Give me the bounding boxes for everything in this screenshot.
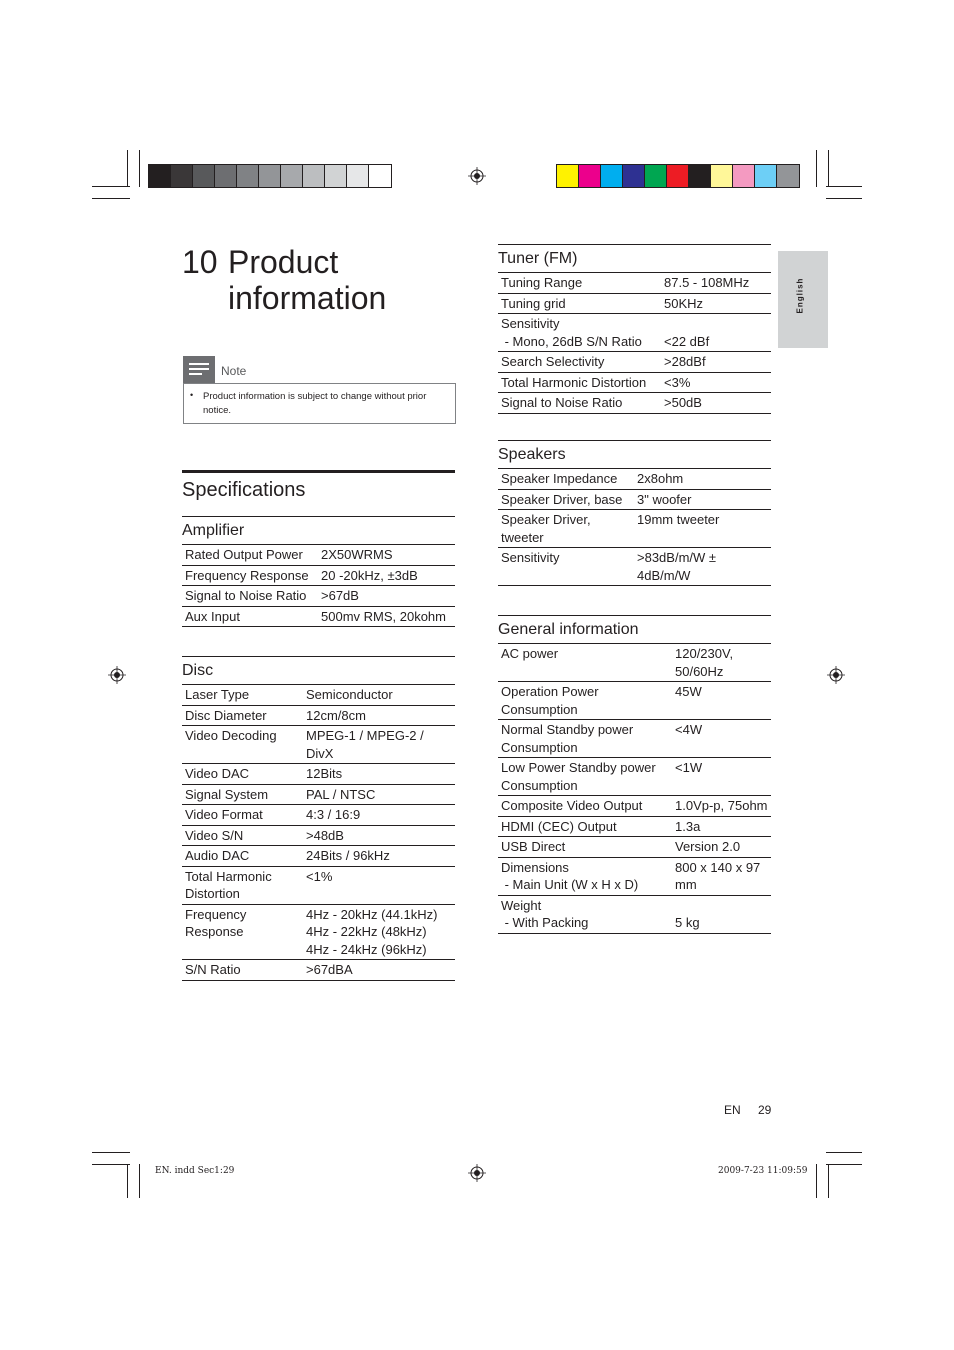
spec-value xyxy=(306,707,366,725)
tuner-section xyxy=(498,244,771,414)
section-title: Tuner (FM) xyxy=(498,244,771,273)
color-swatch xyxy=(579,165,601,187)
color-swatch xyxy=(623,165,645,187)
registration-mark-icon xyxy=(108,666,126,684)
spec-label xyxy=(501,274,664,292)
color-swatch xyxy=(215,165,237,187)
spec-value-line: >50dB xyxy=(664,395,702,410)
spec-value-line: 500mv RMS, 20kohm xyxy=(321,608,446,624)
spec-value-line: 12cm/8cm xyxy=(306,707,366,723)
spec-row xyxy=(498,896,771,934)
spec-label-line: Frequency Response xyxy=(185,567,309,583)
spec-label-line: Speaker Driver, xyxy=(501,512,591,527)
note-header xyxy=(183,356,246,383)
color-swatch xyxy=(303,165,325,187)
spec-value-line: 24Bits / 96kHz xyxy=(306,848,390,863)
color-swatch xyxy=(557,165,579,187)
spec-value-line: <3% xyxy=(664,374,691,390)
spec-value-line: 1.0Vp-p, 75ohm xyxy=(675,798,768,813)
spec-row xyxy=(182,685,455,706)
spec-label-line: Response xyxy=(185,924,244,939)
spec-label-line: Normal Standby power xyxy=(501,722,634,737)
spec-row xyxy=(498,469,771,490)
note-icon xyxy=(183,356,215,383)
spec-value xyxy=(664,394,702,412)
language-side-tab-label: English xyxy=(795,277,805,314)
spec-label-line: Weight xyxy=(501,897,542,913)
spec-label-line: Tuning Range xyxy=(501,275,583,290)
spec-value-line: 4Hz - 22kHz (48kHz) xyxy=(306,924,427,939)
spec-value-line: DivX xyxy=(306,745,334,761)
spec-row xyxy=(498,393,771,414)
spec-label-line: Low Power Standby power xyxy=(501,760,656,775)
spec-label-line: Sensitivity xyxy=(501,550,560,565)
spec-row xyxy=(498,858,771,896)
spec-value-line: >67dB xyxy=(321,588,359,603)
spec-value-line: >48dB xyxy=(306,827,344,843)
spec-label xyxy=(185,847,306,865)
spec-value-line: MPEG-1 / MPEG-2 / xyxy=(306,728,424,743)
spec-value xyxy=(321,587,359,605)
spec-value xyxy=(675,838,740,856)
spec-value-line: <22 dBf xyxy=(664,333,710,349)
spec-value xyxy=(675,897,700,932)
spec-label xyxy=(501,470,637,488)
spec-value xyxy=(675,759,702,794)
spec-label xyxy=(501,797,675,815)
spec-row xyxy=(498,510,771,548)
speakers-section xyxy=(498,440,771,586)
spec-label-line: Operation Power xyxy=(501,684,599,699)
spec-label-line: Disc Diameter xyxy=(185,707,267,723)
spec-value-line: 87.5 - 108MHz xyxy=(664,275,750,290)
spec-label-line: Frequency xyxy=(185,906,247,922)
spec-label xyxy=(501,721,675,756)
spec-label-line: Aux Input xyxy=(185,608,240,624)
spec-value-line xyxy=(675,897,700,915)
chapter-number: 10 xyxy=(182,244,218,280)
spec-value xyxy=(675,797,768,815)
color-swatch xyxy=(281,165,303,187)
spec-row xyxy=(498,796,771,817)
spec-row xyxy=(182,586,455,607)
spec-value-line: >28dBf xyxy=(664,354,706,369)
spec-value-line: >67dBA xyxy=(306,962,353,977)
spec-value xyxy=(664,374,690,392)
grayscale-color-bar xyxy=(148,164,392,188)
spec-value xyxy=(306,868,332,903)
spec-label-line: Speaker Impedance xyxy=(501,471,618,486)
spec-row xyxy=(498,548,771,586)
disc-section xyxy=(182,656,455,981)
spec-label-line: Video S/N xyxy=(185,827,244,843)
spec-value-line: PAL / NTSC xyxy=(306,786,376,802)
spec-value xyxy=(664,353,706,371)
spec-label-line: tweeter xyxy=(501,529,544,545)
spec-row xyxy=(498,644,771,682)
spec-label-line: Dimensions xyxy=(501,859,569,875)
spec-label xyxy=(501,491,637,509)
language-side-tab xyxy=(778,251,828,348)
spec-value xyxy=(306,961,353,979)
spec-label xyxy=(185,868,306,903)
spec-label-line: Total Harmonic Distortion xyxy=(501,374,647,390)
spec-label xyxy=(501,353,664,371)
spec-value-line xyxy=(664,315,709,333)
color-swatch xyxy=(369,165,391,187)
spec-row xyxy=(182,545,455,566)
spec-row xyxy=(498,682,771,720)
registration-mark-icon xyxy=(468,167,486,185)
note-box xyxy=(183,383,456,424)
spec-row xyxy=(182,960,455,981)
spec-label-line: Rated Output Power xyxy=(185,547,303,562)
spec-row xyxy=(182,764,455,785)
spec-label-line: Distortion xyxy=(185,886,240,901)
spec-label xyxy=(185,727,306,762)
spec-value-line: Version 2.0 xyxy=(675,839,741,854)
spec-label-line: AC power xyxy=(501,646,559,661)
spec-value-line: 50KHz xyxy=(664,295,704,311)
spec-value-line: 4dB/m/W xyxy=(637,567,691,583)
spec-value-line: <1W xyxy=(675,760,703,775)
spec-value-line: 4Hz - 20kHz (44.1kHz) xyxy=(306,906,438,922)
color-swatch xyxy=(755,165,777,187)
spec-label xyxy=(185,608,321,626)
chapter-title-line1: Product xyxy=(228,244,339,280)
spec-value-line: 1.3a xyxy=(675,818,701,834)
note-bullet: • xyxy=(190,390,194,400)
color-swatch xyxy=(733,165,755,187)
spec-value-line: 800 x 140 x 97 xyxy=(675,859,761,875)
spec-label xyxy=(185,567,321,585)
spec-label xyxy=(501,394,664,412)
spec-row xyxy=(498,490,771,511)
spec-label-line: Consumption xyxy=(501,739,578,755)
spec-label-line: - Main Unit (W x H x D) xyxy=(501,877,639,892)
spec-value xyxy=(637,549,716,584)
spec-label-line: Signal System xyxy=(185,786,269,802)
spec-value xyxy=(675,859,760,894)
spec-value-line: 3" woofer xyxy=(637,491,692,507)
spec-label xyxy=(501,683,675,718)
spec-label xyxy=(185,961,306,979)
spec-value-line: 19mm tweeter xyxy=(637,512,720,527)
process-color-bar xyxy=(556,164,800,188)
spec-label-line: USB Direct xyxy=(501,839,566,854)
spec-value xyxy=(306,686,393,704)
spec-label-line: Video DAC xyxy=(185,766,250,781)
amplifier-section xyxy=(182,516,455,627)
color-swatch xyxy=(347,165,369,187)
spec-label-line: Tuning grid xyxy=(501,295,566,311)
spec-row xyxy=(498,352,771,373)
specifications-title: Specifications xyxy=(182,470,455,502)
general-information-section xyxy=(498,615,771,934)
spec-label-line: Signal to Noise Ratio xyxy=(185,588,307,603)
spec-value-line: 2x8ohm xyxy=(637,471,684,486)
spec-label-line: Speaker Driver, base xyxy=(501,491,623,507)
spec-value xyxy=(321,567,418,585)
spec-row xyxy=(498,837,771,858)
spec-row xyxy=(498,817,771,838)
spec-label xyxy=(501,859,675,894)
spec-value xyxy=(675,683,702,718)
spec-row xyxy=(182,846,455,867)
spec-row xyxy=(182,607,455,628)
spec-value xyxy=(306,906,437,959)
spec-label xyxy=(501,838,675,856)
spec-value xyxy=(321,608,446,626)
spec-value-line: 120/230V, xyxy=(675,646,734,661)
spec-label xyxy=(501,645,675,680)
spec-label-line: S/N Ratio xyxy=(185,962,241,977)
spec-row xyxy=(498,758,771,796)
color-swatch xyxy=(645,165,667,187)
spec-value xyxy=(321,546,393,564)
spec-value-line: 4:3 / 16:9 xyxy=(306,807,361,822)
spec-value xyxy=(675,721,702,756)
spec-value-line: 45W xyxy=(675,684,702,699)
spec-row xyxy=(182,706,455,727)
spec-value-line: 2X50WRMS xyxy=(321,547,393,562)
spec-row xyxy=(498,314,771,352)
spec-label xyxy=(185,587,321,605)
spec-label-line: Laser Type xyxy=(185,687,250,702)
spec-label xyxy=(501,549,637,584)
spec-label xyxy=(185,765,306,783)
spec-value xyxy=(664,295,703,313)
spec-label-line: Total Harmonic xyxy=(185,868,272,884)
chapter-heading xyxy=(182,244,386,316)
footer-language: EN xyxy=(724,1103,741,1117)
spec-label xyxy=(185,827,306,845)
color-swatch xyxy=(711,165,733,187)
spec-label xyxy=(185,707,306,725)
spec-label-line: - Mono, 26dB S/N Ratio xyxy=(501,333,642,349)
spec-label-line: Video Format xyxy=(185,807,263,822)
spec-label-line: Search Selectivity xyxy=(501,354,605,369)
registration-mark-icon xyxy=(827,666,845,684)
spec-value-line: 50/60Hz xyxy=(675,663,724,679)
color-swatch xyxy=(149,165,171,187)
spec-value xyxy=(306,727,424,762)
spec-label xyxy=(501,818,675,836)
spec-value-line: 5 kg xyxy=(675,915,700,930)
spec-label-line: Video Decoding xyxy=(185,728,277,743)
spec-value-line: 20 -20kHz, ±3dB xyxy=(321,567,418,583)
color-swatch xyxy=(237,165,259,187)
note-label: Note xyxy=(221,363,247,378)
spec-value-line: Semiconductor xyxy=(306,687,393,702)
spec-label-line: Composite Video Output xyxy=(501,798,643,813)
spec-label xyxy=(185,546,321,564)
spec-label-line: - With Packing xyxy=(501,915,589,930)
section-title: Speakers xyxy=(498,440,771,469)
spec-label-line: Consumption xyxy=(501,777,578,793)
spec-value-line: 4Hz - 24kHz (96kHz) xyxy=(306,941,427,957)
spec-label xyxy=(185,786,306,804)
color-swatch xyxy=(259,165,281,187)
spec-row xyxy=(498,294,771,315)
spec-value-line: 12Bits xyxy=(306,766,343,781)
spec-value-line: <1% xyxy=(306,868,333,884)
spec-value xyxy=(306,847,390,865)
slug-timestamp: 2009-7-23 11:09:59 xyxy=(718,1166,808,1176)
spec-label xyxy=(185,906,306,959)
registration-mark-icon xyxy=(468,1164,486,1182)
spec-label xyxy=(501,759,675,794)
section-title: Amplifier xyxy=(182,516,455,545)
spec-label xyxy=(501,295,664,313)
color-swatch xyxy=(325,165,347,187)
spec-label-line: Consumption xyxy=(501,701,578,717)
spec-row xyxy=(182,905,455,961)
color-swatch xyxy=(777,165,799,187)
spec-value xyxy=(306,765,342,783)
spec-row xyxy=(182,785,455,806)
spec-row xyxy=(498,720,771,758)
spec-value-line: mm xyxy=(675,877,697,892)
spec-value xyxy=(664,274,749,292)
spec-row xyxy=(498,273,771,294)
spec-value xyxy=(637,491,691,509)
section-title: Disc xyxy=(182,656,455,685)
spec-label xyxy=(185,686,306,704)
spec-row xyxy=(182,726,455,764)
color-swatch xyxy=(667,165,689,187)
spec-value xyxy=(675,645,733,680)
spec-row xyxy=(182,566,455,587)
slug-file-info: EN. indd Sec1:29 xyxy=(155,1166,235,1176)
color-swatch xyxy=(689,165,711,187)
spec-row xyxy=(182,805,455,826)
spec-label xyxy=(501,511,637,546)
spec-row xyxy=(182,826,455,847)
spec-label-line: Audio DAC xyxy=(185,848,250,863)
chapter-title-line2: information xyxy=(228,280,387,316)
spec-label xyxy=(501,897,675,932)
section-title: General information xyxy=(498,615,771,644)
spec-value xyxy=(637,470,683,488)
spec-value xyxy=(306,806,360,824)
spec-value-line: <4W xyxy=(675,722,703,737)
spec-label xyxy=(501,315,664,350)
spec-value-line: >83dB/m/W ± xyxy=(637,550,717,565)
spec-row xyxy=(498,373,771,394)
spec-value xyxy=(306,827,344,845)
spec-value xyxy=(637,511,719,546)
color-swatch xyxy=(193,165,215,187)
spec-row xyxy=(182,867,455,905)
color-swatch xyxy=(601,165,623,187)
spec-label-line: HDMI (CEC) Output xyxy=(501,818,617,834)
spec-label-line: Sensitivity xyxy=(501,316,560,331)
page-number: 29 xyxy=(758,1103,772,1117)
spec-value xyxy=(306,786,375,804)
spec-label xyxy=(185,806,306,824)
note-text: Product information is subject to change without prior notice. xyxy=(203,391,427,416)
spec-value xyxy=(675,818,700,836)
spec-value xyxy=(664,315,709,350)
spec-label-line: Signal to Noise Ratio xyxy=(501,395,623,410)
spec-label xyxy=(501,374,664,392)
color-swatch xyxy=(171,165,193,187)
